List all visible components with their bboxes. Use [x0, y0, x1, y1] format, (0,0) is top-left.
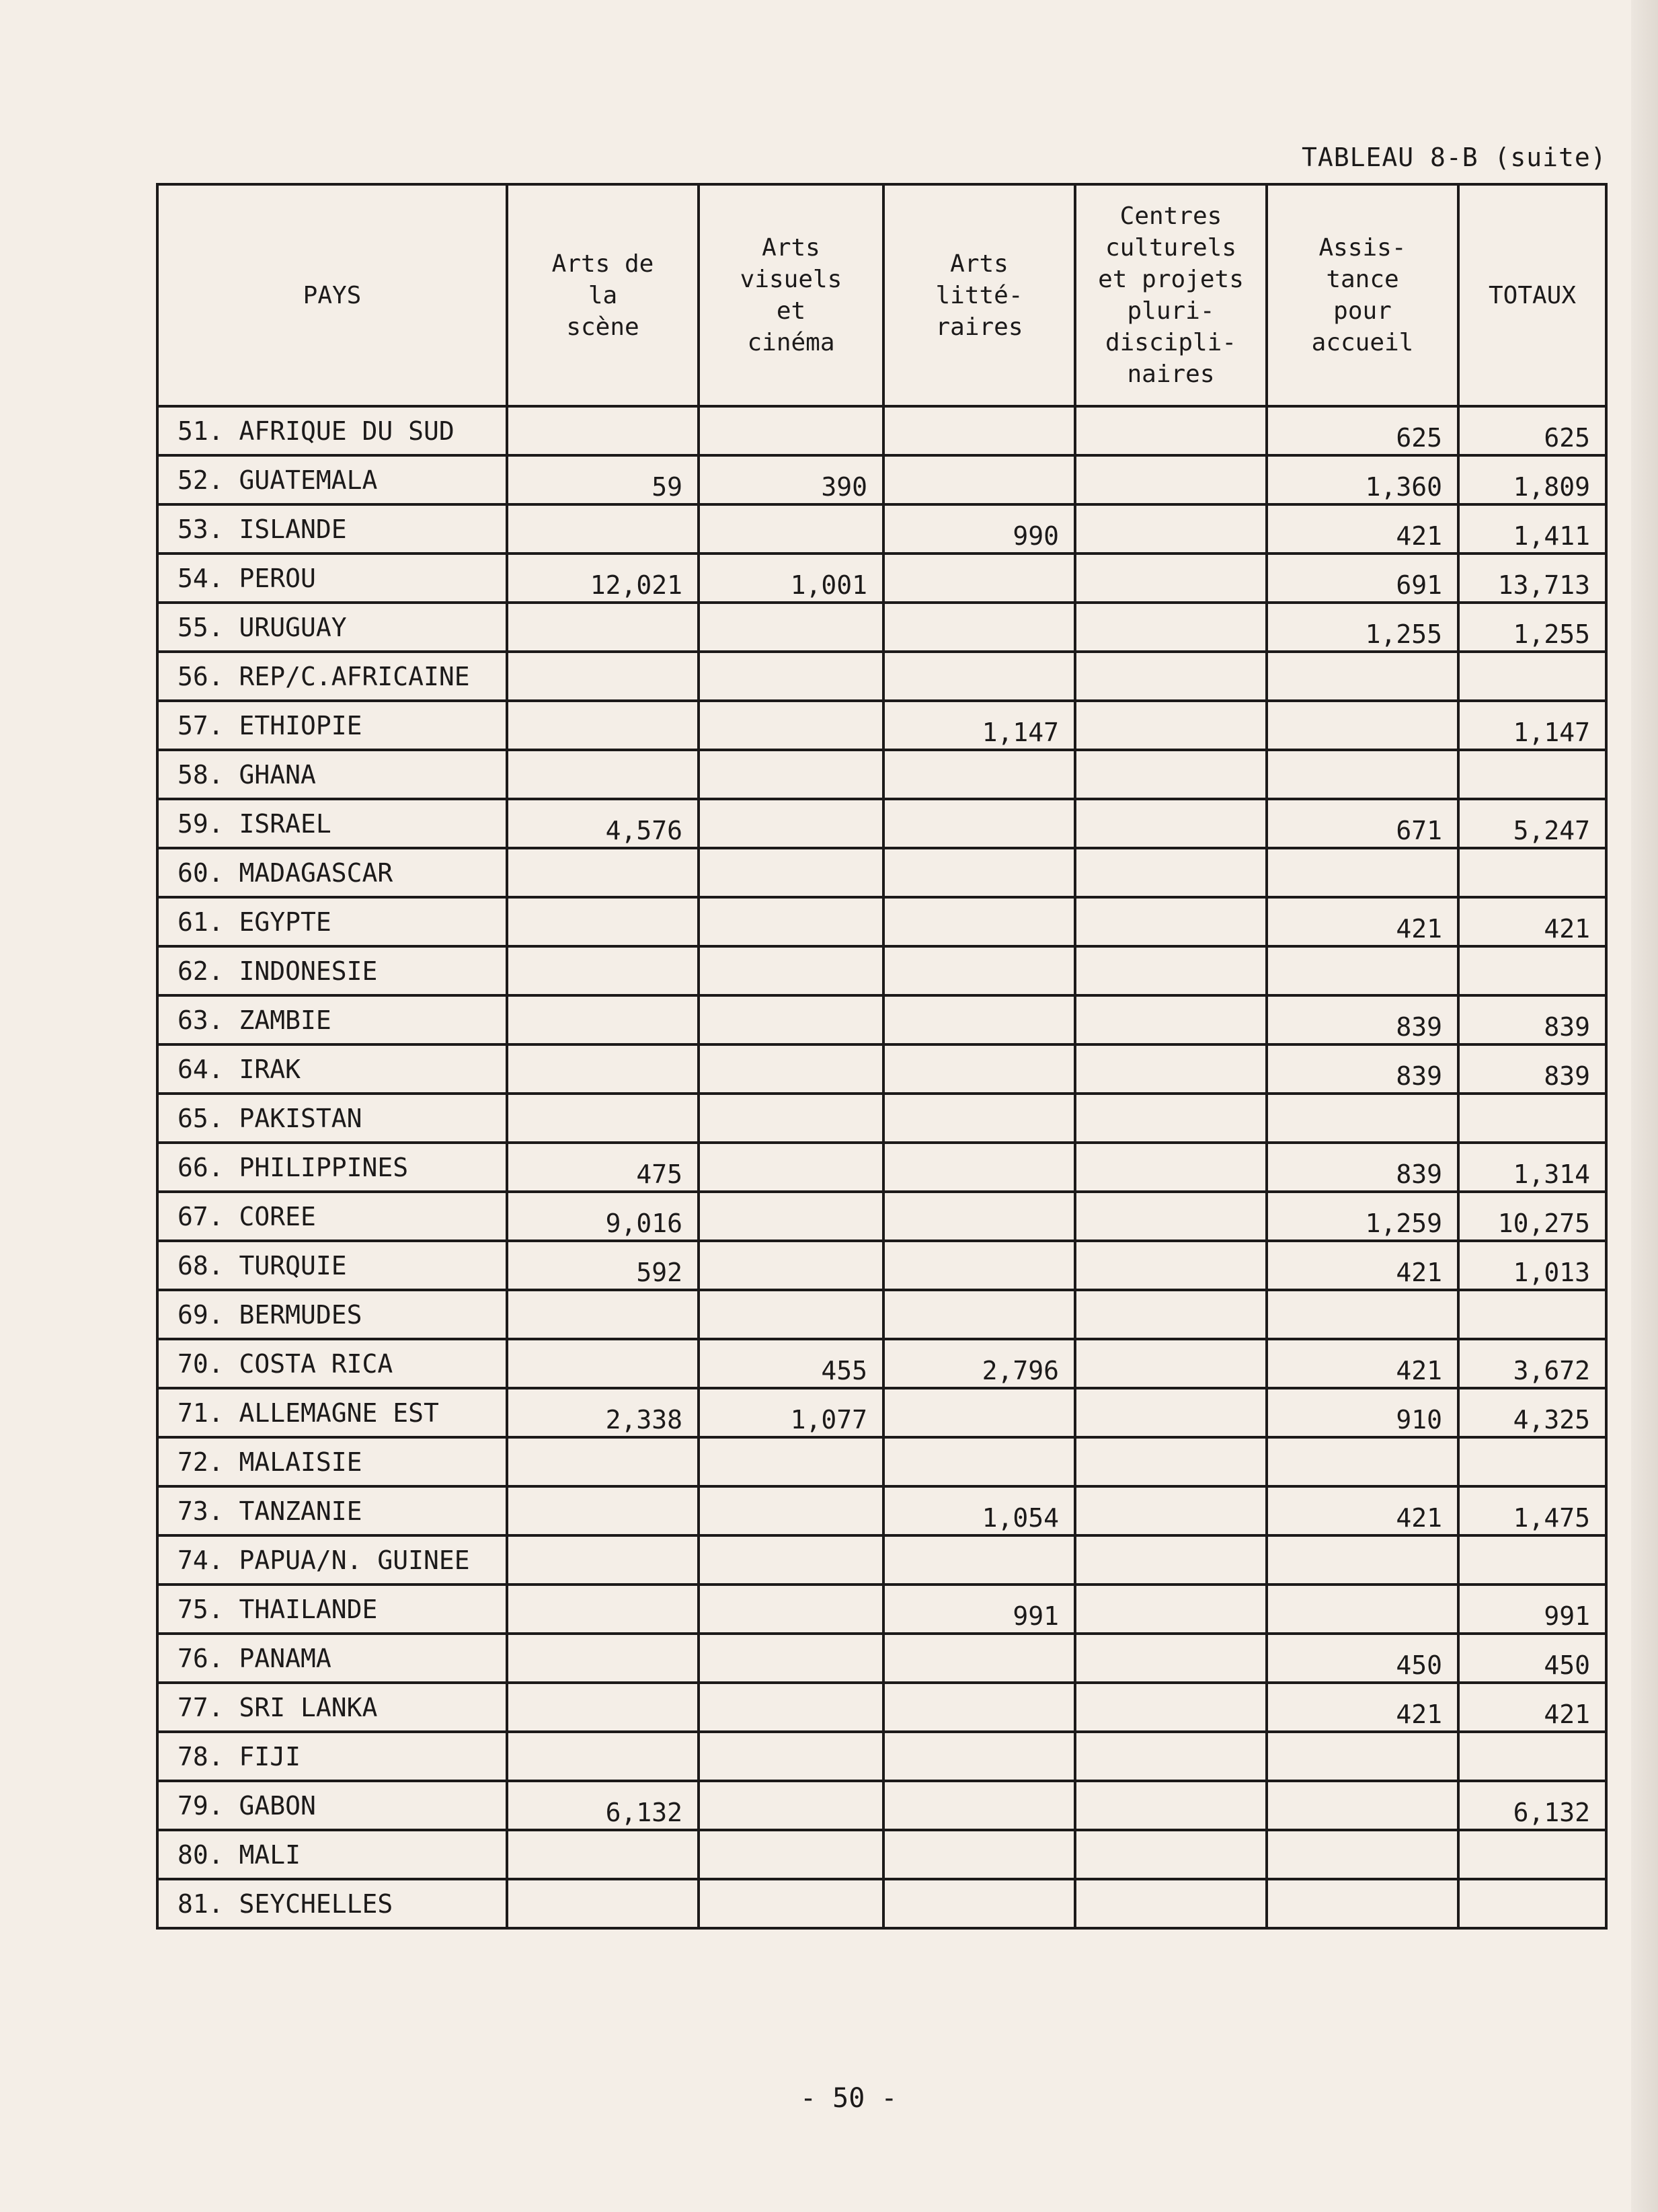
cell-arts-litteraires — [883, 799, 1075, 848]
cell-arts-scene — [507, 1486, 699, 1535]
cell-pays: 60. MADAGASCAR — [157, 848, 507, 897]
cell-totaux: 4,325 — [1458, 1388, 1606, 1437]
cell-centres-culturels — [1075, 1437, 1267, 1486]
cell-arts-scene: 12,021 — [507, 554, 699, 603]
cell-centres-culturels — [1075, 1486, 1267, 1535]
cell-centres-culturels — [1075, 1143, 1267, 1192]
cell-assistance-accueil: 421 — [1267, 1339, 1458, 1388]
cell-totaux — [1458, 848, 1606, 897]
cell-arts-visuels — [699, 1143, 883, 1192]
cell-assistance-accueil: 910 — [1267, 1388, 1458, 1437]
cell-assistance-accueil — [1267, 1585, 1458, 1634]
cell-arts-litteraires — [883, 1437, 1075, 1486]
cell-pays: 51. AFRIQUE DU SUD — [157, 406, 507, 455]
cell-arts-visuels — [699, 897, 883, 946]
table-row — [157, 1192, 1606, 1241]
cell-arts-litteraires — [883, 1192, 1075, 1241]
cell-arts-litteraires — [883, 1290, 1075, 1339]
table-row — [157, 995, 1606, 1044]
cell-pays: 68. TURQUIE — [157, 1241, 507, 1290]
cell-arts-visuels — [699, 603, 883, 652]
cell-assistance-accueil: 421 — [1267, 897, 1458, 946]
cell-arts-litteraires: 991 — [883, 1585, 1075, 1634]
cell-centres-culturels — [1075, 1241, 1267, 1290]
cell-arts-scene — [507, 701, 699, 750]
cell-arts-scene — [507, 848, 699, 897]
cell-assistance-accueil — [1267, 1535, 1458, 1585]
cell-pays: 63. ZAMBIE — [157, 995, 507, 1044]
cell-totaux — [1458, 1437, 1606, 1486]
cell-centres-culturels — [1075, 995, 1267, 1044]
cell-centres-culturels — [1075, 750, 1267, 799]
cell-pays: 58. GHANA — [157, 750, 507, 799]
cell-arts-scene: 6,132 — [507, 1781, 699, 1830]
cell-arts-litteraires — [883, 1241, 1075, 1290]
table-row — [157, 603, 1606, 652]
cell-assistance-accueil: 691 — [1267, 554, 1458, 603]
cell-pays: 59. ISRAEL — [157, 799, 507, 848]
cell-pays: 57. ETHIOPIE — [157, 701, 507, 750]
cell-assistance-accueil: 839 — [1267, 995, 1458, 1044]
cell-pays: 74. PAPUA/N. GUINEE — [157, 1535, 507, 1585]
cell-arts-visuels — [699, 848, 883, 897]
cell-pays: 61. EGYPTE — [157, 897, 507, 946]
cell-arts-scene — [507, 1044, 699, 1094]
cell-pays: 66. PHILIPPINES — [157, 1143, 507, 1192]
cell-totaux: 839 — [1458, 995, 1606, 1044]
table-row — [157, 1290, 1606, 1339]
cell-arts-visuels — [699, 1781, 883, 1830]
cell-assistance-accueil: 450 — [1267, 1634, 1458, 1683]
cell-arts-visuels — [699, 1879, 883, 1928]
table-row — [157, 946, 1606, 995]
cell-centres-culturels — [1075, 1879, 1267, 1928]
cell-pays: 56. REP/C.AFRICAINE — [157, 652, 507, 701]
cell-centres-culturels — [1075, 1683, 1267, 1732]
cell-assistance-accueil — [1267, 1437, 1458, 1486]
cell-centres-culturels — [1075, 1585, 1267, 1634]
cell-arts-scene — [507, 1683, 699, 1732]
cell-arts-litteraires — [883, 1732, 1075, 1781]
cell-arts-litteraires: 1,147 — [883, 701, 1075, 750]
cell-arts-visuels — [699, 1486, 883, 1535]
cell-arts-litteraires — [883, 1781, 1075, 1830]
table-row — [157, 1486, 1606, 1535]
cell-pays: 71. ALLEMAGNE EST — [157, 1388, 507, 1437]
table-row — [157, 1241, 1606, 1290]
cell-totaux — [1458, 1879, 1606, 1928]
cell-pays: 67. COREE — [157, 1192, 507, 1241]
cell-assistance-accueil — [1267, 1094, 1458, 1143]
table-row — [157, 1143, 1606, 1192]
cell-pays: 52. GUATEMALA — [157, 455, 507, 504]
cell-arts-visuels — [699, 1585, 883, 1634]
cell-arts-scene — [507, 946, 699, 995]
cell-pays: 69. BERMUDES — [157, 1290, 507, 1339]
cell-arts-visuels — [699, 995, 883, 1044]
table-row — [157, 652, 1606, 701]
cell-arts-litteraires — [883, 455, 1075, 504]
cell-arts-visuels — [699, 1683, 883, 1732]
cell-pays: 78. FIJI — [157, 1732, 507, 1781]
cell-totaux: 1,255 — [1458, 603, 1606, 652]
cell-centres-culturels — [1075, 554, 1267, 603]
cell-pays: 77. SRI LANKA — [157, 1683, 507, 1732]
cell-pays: 79. GABON — [157, 1781, 507, 1830]
cell-arts-visuels — [699, 750, 883, 799]
cell-assistance-accueil — [1267, 848, 1458, 897]
cell-totaux: 13,713 — [1458, 554, 1606, 603]
cell-arts-litteraires — [883, 1388, 1075, 1437]
cell-totaux: 1,147 — [1458, 701, 1606, 750]
cell-assistance-accueil: 1,360 — [1267, 455, 1458, 504]
cell-arts-visuels — [699, 1437, 883, 1486]
cell-pays: 76. PANAMA — [157, 1634, 507, 1683]
cell-arts-litteraires — [883, 995, 1075, 1044]
header-arts-visuels: Arts visuels et cinéma — [699, 184, 883, 406]
cell-arts-scene — [507, 750, 699, 799]
cell-centres-culturels — [1075, 1781, 1267, 1830]
cell-totaux: 625 — [1458, 406, 1606, 455]
cell-arts-scene — [507, 1585, 699, 1634]
cell-assistance-accueil — [1267, 946, 1458, 995]
cell-pays: 55. URUGUAY — [157, 603, 507, 652]
cell-arts-scene — [507, 1094, 699, 1143]
cell-arts-litteraires — [883, 1094, 1075, 1143]
cell-arts-scene: 4,576 — [507, 799, 699, 848]
table-row — [157, 455, 1606, 504]
cell-arts-visuels — [699, 799, 883, 848]
cell-totaux — [1458, 1535, 1606, 1585]
cell-arts-visuels — [699, 1044, 883, 1094]
cell-pays: 81. SEYCHELLES — [157, 1879, 507, 1928]
cell-pays: 73. TANZANIE — [157, 1486, 507, 1535]
cell-pays: 75. THAILANDE — [157, 1585, 507, 1634]
cell-centres-culturels — [1075, 652, 1267, 701]
cell-centres-culturels — [1075, 1339, 1267, 1388]
cell-pays: 53. ISLANDE — [157, 504, 507, 554]
cell-arts-visuels: 390 — [699, 455, 883, 504]
cell-assistance-accueil — [1267, 1290, 1458, 1339]
cell-pays: 70. COSTA RICA — [157, 1339, 507, 1388]
cell-centres-culturels — [1075, 1044, 1267, 1094]
table-row — [157, 750, 1606, 799]
cell-arts-litteraires — [883, 406, 1075, 455]
cell-totaux: 450 — [1458, 1634, 1606, 1683]
cell-totaux — [1458, 1830, 1606, 1879]
table-row — [157, 799, 1606, 848]
table-body — [157, 406, 1606, 1928]
cell-pays: 65. PAKISTAN — [157, 1094, 507, 1143]
cell-arts-visuels — [699, 1634, 883, 1683]
cell-arts-litteraires — [883, 1879, 1075, 1928]
cell-arts-litteraires — [883, 946, 1075, 995]
cell-centres-culturels — [1075, 1290, 1267, 1339]
table-row — [157, 1388, 1606, 1437]
data-table — [156, 183, 1608, 1930]
cell-arts-visuels: 1,001 — [699, 554, 883, 603]
cell-assistance-accueil: 839 — [1267, 1044, 1458, 1094]
cell-arts-litteraires — [883, 897, 1075, 946]
cell-arts-visuels — [699, 946, 883, 995]
cell-centres-culturels — [1075, 897, 1267, 946]
cell-arts-scene — [507, 652, 699, 701]
cell-arts-litteraires — [883, 652, 1075, 701]
table-row — [157, 1781, 1606, 1830]
cell-centres-culturels — [1075, 1094, 1267, 1143]
cell-arts-scene — [507, 1879, 699, 1928]
cell-centres-culturels — [1075, 1634, 1267, 1683]
table-row — [157, 1044, 1606, 1094]
table-caption: TABLEAU 8-B (suite) — [1302, 143, 1607, 172]
cell-centres-culturels — [1075, 848, 1267, 897]
cell-centres-culturels — [1075, 406, 1267, 455]
cell-arts-litteraires — [883, 1535, 1075, 1585]
cell-arts-scene — [507, 1290, 699, 1339]
cell-arts-scene — [507, 1437, 699, 1486]
cell-arts-visuels — [699, 652, 883, 701]
table-row — [157, 1535, 1606, 1585]
cell-arts-litteraires: 990 — [883, 504, 1075, 554]
header-totaux: TOTAUX — [1458, 184, 1606, 406]
cell-centres-culturels — [1075, 1830, 1267, 1879]
cell-arts-scene: 475 — [507, 1143, 699, 1192]
cell-arts-scene — [507, 1732, 699, 1781]
table-row — [157, 1094, 1606, 1143]
cell-totaux — [1458, 750, 1606, 799]
cell-totaux — [1458, 946, 1606, 995]
cell-arts-visuels: 455 — [699, 1339, 883, 1388]
cell-arts-scene — [507, 1830, 699, 1879]
cell-assistance-accueil: 1,255 — [1267, 603, 1458, 652]
cell-assistance-accueil: 839 — [1267, 1143, 1458, 1192]
cell-centres-culturels — [1075, 1388, 1267, 1437]
cell-pays: 54. PEROU — [157, 554, 507, 603]
cell-assistance-accueil: 1,259 — [1267, 1192, 1458, 1241]
cell-centres-culturels — [1075, 1535, 1267, 1585]
cell-arts-litteraires — [883, 1044, 1075, 1094]
cell-totaux: 5,247 — [1458, 799, 1606, 848]
cell-arts-litteraires — [883, 848, 1075, 897]
cell-arts-scene — [507, 406, 699, 455]
table-row — [157, 1585, 1606, 1634]
cell-totaux: 839 — [1458, 1044, 1606, 1094]
cell-pays: 72. MALAISIE — [157, 1437, 507, 1486]
cell-arts-visuels — [699, 1290, 883, 1339]
cell-arts-visuels — [699, 504, 883, 554]
cell-arts-litteraires — [883, 1634, 1075, 1683]
cell-arts-scene — [507, 897, 699, 946]
cell-arts-visuels: 1,077 — [699, 1388, 883, 1437]
cell-centres-culturels — [1075, 1192, 1267, 1241]
cell-assistance-accueil — [1267, 750, 1458, 799]
cell-arts-scene — [507, 504, 699, 554]
cell-arts-scene — [507, 995, 699, 1044]
cell-totaux: 1,314 — [1458, 1143, 1606, 1192]
cell-arts-visuels — [699, 1535, 883, 1585]
cell-pays: 64. IRAK — [157, 1044, 507, 1094]
cell-centres-culturels — [1075, 799, 1267, 848]
cell-arts-scene — [507, 1535, 699, 1585]
cell-totaux: 3,672 — [1458, 1339, 1606, 1388]
table-row — [157, 848, 1606, 897]
header-arts-litteraires: Arts litté- raires — [883, 184, 1075, 406]
table-row — [157, 701, 1606, 750]
header-pays: PAYS — [157, 184, 507, 406]
cell-centres-culturels — [1075, 701, 1267, 750]
table-row — [157, 1732, 1606, 1781]
cell-assistance-accueil: 421 — [1267, 1241, 1458, 1290]
cell-centres-culturels — [1075, 504, 1267, 554]
cell-arts-litteraires: 2,796 — [883, 1339, 1075, 1388]
cell-pays: 80. MALI — [157, 1830, 507, 1879]
header-centres-culturels: Centres culturels et projets pluri- discipli- naires — [1075, 184, 1267, 406]
header-row — [157, 184, 1606, 406]
cell-totaux: 1,809 — [1458, 455, 1606, 504]
table-row — [157, 897, 1606, 946]
page-number: - 50 - — [800, 2083, 898, 2114]
table-row — [157, 1437, 1606, 1486]
cell-arts-litteraires — [883, 1830, 1075, 1879]
cell-arts-visuels — [699, 406, 883, 455]
cell-centres-culturels — [1075, 455, 1267, 504]
cell-arts-litteraires — [883, 1143, 1075, 1192]
cell-arts-litteraires — [883, 1683, 1075, 1732]
table-row — [157, 1830, 1606, 1879]
cell-arts-scene — [507, 603, 699, 652]
cell-arts-scene — [507, 1634, 699, 1683]
cell-totaux: 1,411 — [1458, 504, 1606, 554]
header-assistance-accueil: Assis- tance pour accueil — [1267, 184, 1458, 406]
cell-totaux: 10,275 — [1458, 1192, 1606, 1241]
cell-arts-litteraires: 1,054 — [883, 1486, 1075, 1535]
table-row — [157, 504, 1606, 554]
cell-totaux: 1,013 — [1458, 1241, 1606, 1290]
cell-centres-culturels — [1075, 1732, 1267, 1781]
cell-arts-visuels — [699, 1732, 883, 1781]
cell-totaux — [1458, 1094, 1606, 1143]
cell-assistance-accueil — [1267, 1830, 1458, 1879]
cell-totaux — [1458, 1290, 1606, 1339]
cell-assistance-accueil: 671 — [1267, 799, 1458, 848]
cell-arts-litteraires — [883, 750, 1075, 799]
table-row — [157, 1879, 1606, 1928]
cell-arts-scene: 592 — [507, 1241, 699, 1290]
table-row — [157, 1683, 1606, 1732]
cell-assistance-accueil — [1267, 1879, 1458, 1928]
header-arts-scene: Arts de la scène — [507, 184, 699, 406]
cell-arts-visuels — [699, 701, 883, 750]
cell-arts-visuels — [699, 1830, 883, 1879]
cell-arts-scene: 9,016 — [507, 1192, 699, 1241]
cell-assistance-accueil: 421 — [1267, 504, 1458, 554]
cell-totaux: 1,475 — [1458, 1486, 1606, 1535]
table-row — [157, 1634, 1606, 1683]
cell-totaux: 991 — [1458, 1585, 1606, 1634]
cell-assistance-accueil — [1267, 701, 1458, 750]
cell-arts-scene: 59 — [507, 455, 699, 504]
cell-arts-scene: 2,338 — [507, 1388, 699, 1437]
cell-assistance-accueil: 625 — [1267, 406, 1458, 455]
page-edge — [1631, 0, 1658, 2212]
cell-centres-culturels — [1075, 946, 1267, 995]
cell-totaux: 6,132 — [1458, 1781, 1606, 1830]
table-row — [157, 1339, 1606, 1388]
cell-totaux — [1458, 1732, 1606, 1781]
cell-totaux: 421 — [1458, 1683, 1606, 1732]
cell-assistance-accueil — [1267, 1781, 1458, 1830]
cell-arts-litteraires — [883, 603, 1075, 652]
cell-arts-scene — [507, 1339, 699, 1388]
cell-assistance-accueil — [1267, 652, 1458, 701]
cell-assistance-accueil: 421 — [1267, 1683, 1458, 1732]
cell-arts-visuels — [699, 1241, 883, 1290]
cell-totaux: 421 — [1458, 897, 1606, 946]
cell-pays: 62. INDONESIE — [157, 946, 507, 995]
cell-assistance-accueil: 421 — [1267, 1486, 1458, 1535]
cell-assistance-accueil — [1267, 1732, 1458, 1781]
table-row — [157, 406, 1606, 455]
cell-totaux — [1458, 652, 1606, 701]
cell-arts-litteraires — [883, 554, 1075, 603]
table-row — [157, 554, 1606, 603]
cell-arts-visuels — [699, 1094, 883, 1143]
cell-centres-culturels — [1075, 603, 1267, 652]
cell-arts-visuels — [699, 1192, 883, 1241]
